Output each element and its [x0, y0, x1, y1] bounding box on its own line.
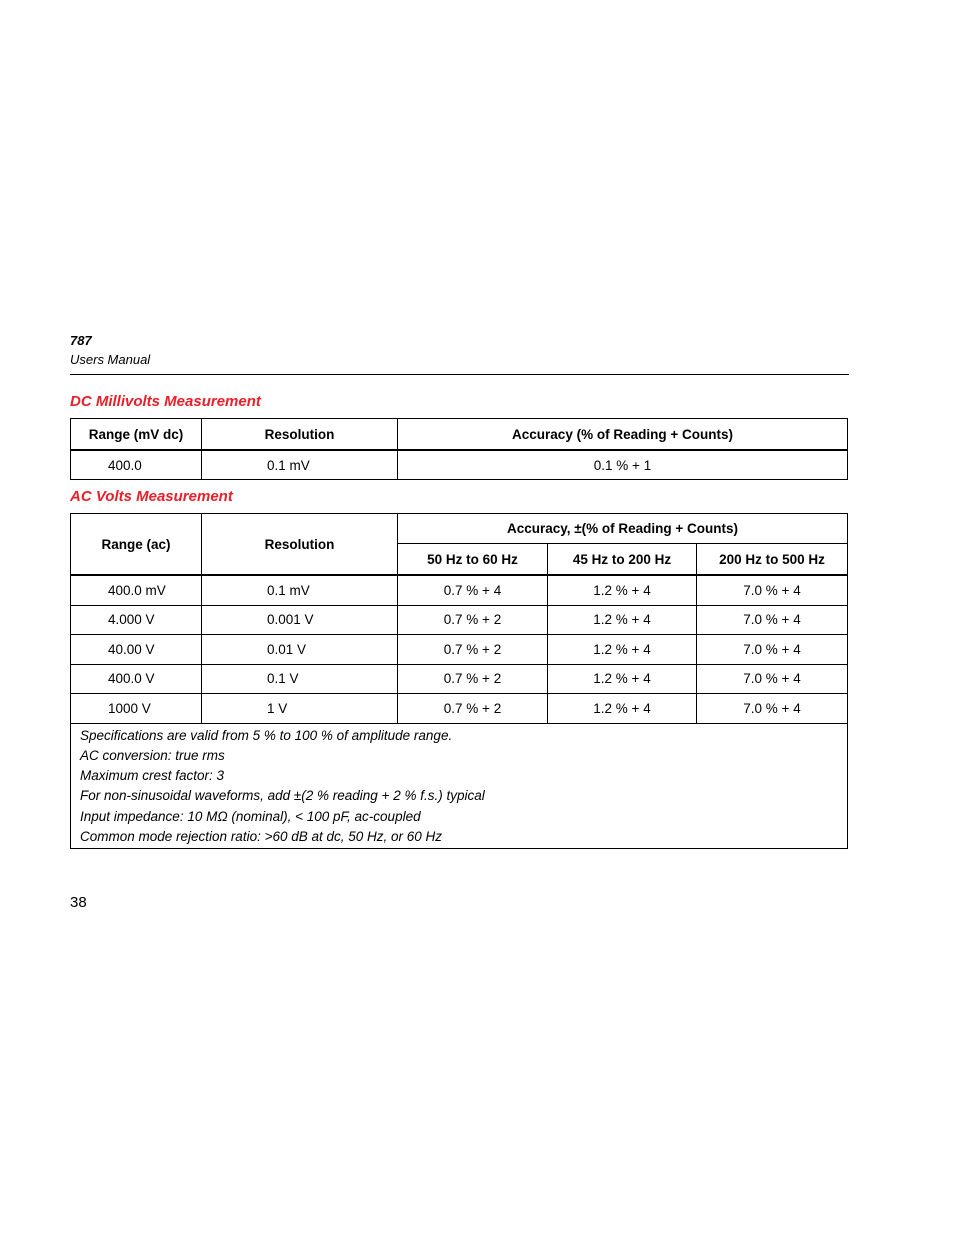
cell-accuracy: 1.2 % + 4	[548, 575, 697, 605]
cell-range: 4.000 V	[71, 605, 202, 635]
cell-accuracy: 0.7 % + 2	[398, 694, 548, 724]
cell-accuracy: 1.2 % + 4	[548, 694, 697, 724]
cell-resolution: 0.1 mV	[202, 450, 398, 480]
note-line: Input impedance: 10 MΩ (nominal), < 100 pF, ac-coupled	[80, 808, 421, 824]
column-header-resolution: Resolution	[202, 514, 398, 576]
header-divider	[70, 374, 849, 375]
cell-resolution: 0.1 V	[202, 664, 398, 694]
cell-accuracy: 0.7 % + 4	[398, 575, 548, 605]
table-row	[71, 635, 848, 665]
table-row	[71, 694, 848, 724]
cell-range: 1000 V	[71, 694, 202, 724]
note-line: Common mode rejection ratio: >60 dB at dc, 50 Hz, or 60 Hz	[80, 828, 443, 844]
table-row	[71, 575, 848, 605]
column-header-freq-50-60: 50 Hz to 60 Hz	[398, 544, 548, 576]
column-header-accuracy: Accuracy (% of Reading + Counts)	[398, 419, 848, 451]
cell-accuracy: 7.0 % + 4	[697, 694, 848, 724]
note-line: For non-sinusoidal waveforms, add ±(2 % reading + 2 % f.s.) typical	[80, 788, 485, 804]
cell-accuracy: 1.2 % + 4	[548, 664, 697, 694]
table-row	[71, 450, 848, 480]
manual-subtitle: Users Manual	[70, 352, 151, 367]
cell-accuracy: 0.7 % + 2	[398, 605, 548, 635]
column-header-resolution: Resolution	[202, 419, 398, 451]
column-header-freq-200-500: 200 Hz to 500 Hz	[697, 544, 848, 576]
cell-range: 400.0	[71, 450, 202, 480]
cell-accuracy: 1.2 % + 4	[548, 635, 697, 665]
notes-row	[71, 723, 848, 849]
cell-accuracy: 0.1 % + 1	[398, 450, 848, 480]
cell-accuracy: 0.7 % + 2	[398, 664, 548, 694]
table-header-row	[71, 514, 848, 544]
cell-accuracy: 0.7 % + 2	[398, 635, 548, 665]
cell-accuracy: 7.0 % + 4	[697, 575, 848, 605]
cell-accuracy: 7.0 % + 4	[697, 635, 848, 665]
cell-resolution: 1 V	[202, 694, 398, 724]
ac-volts-table	[70, 513, 848, 849]
table-row	[71, 605, 848, 635]
column-header-freq-45-200: 45 Hz to 200 Hz	[548, 544, 697, 576]
note-line: AC conversion: true rms	[80, 747, 225, 763]
column-header-range: Range (ac)	[71, 514, 202, 576]
cell-range: 40.00 V	[71, 635, 202, 665]
cell-accuracy: 1.2 % + 4	[548, 605, 697, 635]
dc-section-title: DC Millivolts Measurement	[70, 393, 261, 410]
column-header-accuracy-group: Accuracy, ±(% of Reading + Counts)	[398, 514, 848, 544]
cell-range: 400.0 V	[71, 664, 202, 694]
table-row	[71, 664, 848, 694]
cell-resolution: 0.001 V	[202, 605, 398, 635]
column-header-range: Range (mV dc)	[71, 419, 202, 451]
note-line: Specifications are valid from 5 % to 100 % of amplitude range.	[80, 727, 453, 743]
specification-notes	[71, 723, 848, 849]
manual-model-number: 787	[70, 333, 92, 348]
dc-millivolts-table	[70, 418, 848, 480]
ac-section-title: AC Volts Measurement	[70, 488, 233, 505]
cell-accuracy: 7.0 % + 4	[697, 664, 848, 694]
cell-resolution: 0.01 V	[202, 635, 398, 665]
page-number: 38	[70, 894, 87, 911]
cell-range: 400.0 mV	[71, 575, 202, 605]
note-line: Maximum crest factor: 3	[80, 768, 225, 784]
cell-accuracy: 7.0 % + 4	[697, 605, 848, 635]
table-header-row	[71, 419, 848, 451]
cell-resolution: 0.1 mV	[202, 575, 398, 605]
